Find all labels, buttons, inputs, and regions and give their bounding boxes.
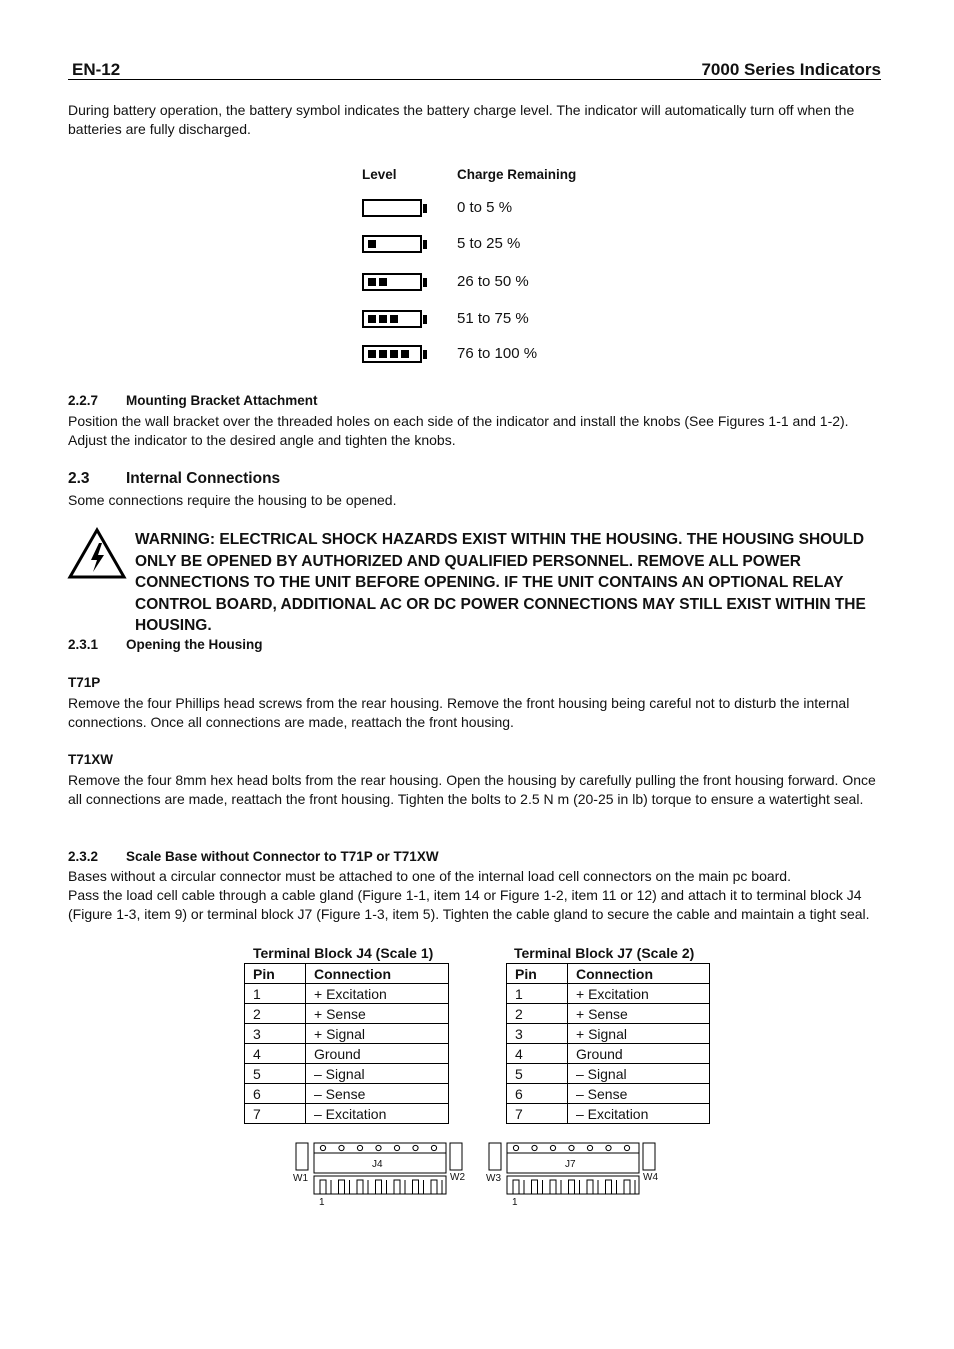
table-row xyxy=(245,984,449,1004)
charge-remaining-label: 51 to 75 % xyxy=(457,310,529,327)
connection-cell: – Signal xyxy=(568,1064,710,1084)
section-2-2-7-heading xyxy=(68,393,318,408)
terminal-screw-hole xyxy=(587,1145,592,1150)
table-row xyxy=(507,1104,710,1124)
pin-cell: 3 xyxy=(507,1024,568,1044)
terminal-screw-hole xyxy=(413,1145,418,1150)
pin-cell: 6 xyxy=(245,1084,306,1104)
terminal-pin-slot xyxy=(587,1180,593,1194)
terminal-screw-hole xyxy=(320,1145,325,1150)
j7-table-caption: Terminal Block J7 (Scale 2) xyxy=(514,945,695,961)
connector-label: J4 xyxy=(372,1159,383,1170)
pin-column-header: Pin xyxy=(245,964,306,984)
pin-cell: 5 xyxy=(245,1064,306,1084)
jumper-pad-left xyxy=(296,1143,308,1170)
charge-remaining-label: 0 to 5 % xyxy=(457,199,513,216)
terminal-screw-hole xyxy=(376,1145,381,1150)
battery-icon xyxy=(362,199,422,217)
pin-cell: 3 xyxy=(245,1024,306,1044)
jumper-pad-right xyxy=(450,1143,462,1170)
terminal-screw-hole xyxy=(431,1145,436,1150)
pin-cell: 4 xyxy=(245,1044,306,1064)
section-2-3-heading xyxy=(68,470,280,488)
section-2-3-1-heading xyxy=(68,637,263,652)
terminal-screw-hole xyxy=(550,1145,555,1150)
charge-remaining-label: 26 to 50 % xyxy=(457,273,529,290)
terminal-pin-slot xyxy=(413,1180,419,1194)
t71p-text: Remove the four Phillips head screws from the rear housing. Remove the front housing being careful not to disturb the internal connections. Once all connections are made, reattach the front housing. xyxy=(68,695,850,730)
section-title: Scale Base without Connector to T71P or T71XW xyxy=(126,849,439,864)
section-number: 2.2.7 xyxy=(68,393,99,408)
pin-cell: 6 xyxy=(507,1084,568,1104)
terminal-pin-slot xyxy=(606,1180,612,1194)
warning-text: WARNING: ELECTRICAL SHOCK HAZARDS EXIST WITHIN THE HOUSING. THE HOUSING SHOULD ONLY BE OPENED BY AUTHORIZED AND QUALIFIED PERSONNEL. REMOVE ALL POWER CONNECTIONS TO THE UNIT BEFORE OPENING. IF THE UNIT CONTAINS AN OPTIONAL RELAY CONTROL BOARD, ADDITIONAL AC OR DC POWER CONNECTIONS MAY STILL EXIST WITHIN THE HOUSING. xyxy=(135,531,866,634)
t71p-heading: T71P xyxy=(68,675,101,690)
connection-cell: + Excitation xyxy=(568,984,710,1004)
battery-cell xyxy=(368,350,376,358)
battery-cell xyxy=(390,350,398,358)
battery-cell xyxy=(379,278,387,286)
charge-remaining-label: 5 to 25 % xyxy=(457,235,521,252)
connection-column-header: Connection xyxy=(568,964,710,984)
section-2-2-7-text: Position the wall bracket over the threaded holes on each side of the indicator and install the knobs (See Figures 1-1 and 1-2). Adjust the indicator to the desired angle and tighten the knobs. xyxy=(68,413,849,448)
connection-cell: + Excitation xyxy=(306,984,449,1004)
pin-one-label: 1 xyxy=(512,1197,518,1208)
j7-terminal-table xyxy=(506,963,710,1124)
pin-cell: 4 xyxy=(507,1044,568,1064)
terminal-screw-hole xyxy=(624,1145,629,1150)
t71xw-heading: T71XW xyxy=(68,752,114,767)
charge-column-header: Charge Remaining xyxy=(457,167,577,182)
jumper-pad-left xyxy=(489,1143,501,1170)
j4-connector-diagram xyxy=(292,1140,472,1215)
j7-connector-diagram xyxy=(485,1140,665,1215)
jumper-pad-right xyxy=(643,1143,655,1170)
j4-table-caption: Terminal Block J4 (Scale 1) xyxy=(253,945,434,961)
left-jumper-label: W1 xyxy=(293,1173,308,1184)
battery-icon xyxy=(362,310,422,328)
battery-terminal xyxy=(423,315,427,324)
terminal-screw-hole xyxy=(339,1145,344,1150)
battery-terminal xyxy=(423,350,427,359)
page-number: EN-12 xyxy=(72,60,121,79)
table-row xyxy=(507,1004,710,1024)
connection-cell: – Sense xyxy=(568,1084,710,1104)
battery-cell xyxy=(368,315,376,323)
section-2-3-2-heading xyxy=(68,849,439,864)
table-row xyxy=(507,984,710,1004)
connection-cell: – Excitation xyxy=(306,1104,449,1124)
pin-cell: 1 xyxy=(507,984,568,1004)
j4-terminal-table xyxy=(244,963,449,1124)
battery-terminal xyxy=(423,278,427,287)
battery-icon xyxy=(362,345,422,363)
terminal-pin-slot xyxy=(513,1180,519,1194)
connection-cell: Ground xyxy=(568,1044,710,1064)
section-title: Opening the Housing xyxy=(126,637,263,652)
connection-cell: – Excitation xyxy=(568,1104,710,1124)
terminal-screw-hole xyxy=(532,1145,537,1150)
table-row xyxy=(507,1084,710,1104)
connection-cell: – Signal xyxy=(306,1064,449,1084)
table-header-row xyxy=(507,964,710,984)
battery-icon xyxy=(362,273,422,291)
battery-cell xyxy=(379,315,387,323)
terminal-block-base xyxy=(314,1176,446,1194)
terminal-pin-slot xyxy=(624,1180,630,1194)
table-row xyxy=(245,1044,449,1064)
left-jumper-label: W3 xyxy=(486,1173,501,1184)
section-number: 2.3.1 xyxy=(68,637,99,652)
table-row xyxy=(245,1084,449,1104)
battery-cell xyxy=(379,350,387,358)
connection-cell: + Signal xyxy=(306,1024,449,1044)
terminal-pin-slot xyxy=(569,1180,575,1194)
section-number: 2.3.2 xyxy=(68,849,99,864)
connection-cell: + Signal xyxy=(568,1024,710,1044)
battery-icon xyxy=(362,235,422,253)
battery-terminal xyxy=(423,240,427,249)
terminal-screw-hole xyxy=(513,1145,518,1150)
pin-cell: 7 xyxy=(507,1104,568,1124)
pin-cell: 7 xyxy=(245,1104,306,1124)
terminal-pin-slot xyxy=(339,1180,345,1194)
level-column-header: Level xyxy=(362,167,397,182)
connection-cell: – Sense xyxy=(306,1084,449,1104)
battery-cell xyxy=(368,240,376,248)
connection-cell: Ground xyxy=(306,1044,449,1064)
table-row xyxy=(245,1104,449,1124)
table-row xyxy=(245,1064,449,1084)
table-row xyxy=(245,1004,449,1024)
battery-cell xyxy=(401,350,409,358)
terminal-pin-slot xyxy=(532,1180,538,1194)
terminal-block-base xyxy=(507,1176,639,1194)
intro-paragraph: During battery operation, the battery symbol indicates the battery charge level. The indicator will automatically turn off when the batteries are fully discharged. xyxy=(68,102,855,137)
battery-cell xyxy=(368,278,376,286)
terminal-pin-slot xyxy=(357,1180,363,1194)
right-jumper-label: W4 xyxy=(643,1172,658,1183)
terminal-pin-slot xyxy=(550,1180,556,1194)
t71xw-text: Remove the four 8mm hex head bolts from the rear housing. Open the housing by carefully pulling the front housing forward. Once all connections are made, reattach the front housing. Tighten the bolts to 2.5 N m (20-25 in lb) torque to ensure a watertight seal. xyxy=(68,772,876,807)
section-title: Internal Connections xyxy=(126,470,281,487)
section-2-3-2-text-1: Bases without a circular connector must be attached to one of the internal load cell connectors on the main pc board. xyxy=(68,868,791,884)
pin-cell: 2 xyxy=(507,1004,568,1024)
document-title: 7000 Series Indicators xyxy=(701,60,881,79)
pin-cell: 5 xyxy=(507,1064,568,1084)
section-2-3-text: Some connections require the housing to be opened. xyxy=(68,492,397,508)
connection-column-header: Connection xyxy=(306,964,449,984)
terminal-screw-hole xyxy=(394,1145,399,1150)
table-row xyxy=(507,1064,710,1084)
table-row xyxy=(507,1024,710,1044)
pin-column-header: Pin xyxy=(507,964,568,984)
charge-remaining-label: 76 to 100 % xyxy=(457,345,538,362)
section-title: Mounting Bracket Attachment xyxy=(126,393,318,408)
terminal-pin-slot xyxy=(320,1180,326,1194)
table-row xyxy=(245,1024,449,1044)
pin-cell: 1 xyxy=(245,984,306,1004)
table-header-row xyxy=(245,964,449,984)
header-rule xyxy=(68,79,881,80)
connection-cell: + Sense xyxy=(568,1004,710,1024)
terminal-screw-hole xyxy=(606,1145,611,1150)
terminal-screw-hole xyxy=(569,1145,574,1150)
terminal-pin-slot xyxy=(394,1180,400,1194)
terminal-screw-hole xyxy=(357,1145,362,1150)
table-row xyxy=(507,1044,710,1064)
pin-one-label: 1 xyxy=(319,1197,325,1208)
battery-terminal xyxy=(423,204,427,213)
battery-cell xyxy=(390,315,398,323)
pin-cell: 2 xyxy=(245,1004,306,1024)
terminal-pin-slot xyxy=(376,1180,382,1194)
right-jumper-label: W2 xyxy=(450,1172,465,1183)
connector-label: J7 xyxy=(565,1159,576,1170)
electrical-hazard-icon xyxy=(67,527,127,580)
connection-cell: + Sense xyxy=(306,1004,449,1024)
section-2-3-2-text-2: Pass the load cell cable through a cable gland (Figure 1-1, item 14 or Figure 1-2, item 11 or 12) and attach it to terminal block J4 (Figure 1-3, item 9) or terminal block J7 (Figure 1-3, item 5). Tighten the cable gland to secure the cable and maintain a tight seal. xyxy=(68,887,870,922)
section-number: 2.3 xyxy=(68,470,90,487)
terminal-pin-slot xyxy=(431,1180,437,1194)
